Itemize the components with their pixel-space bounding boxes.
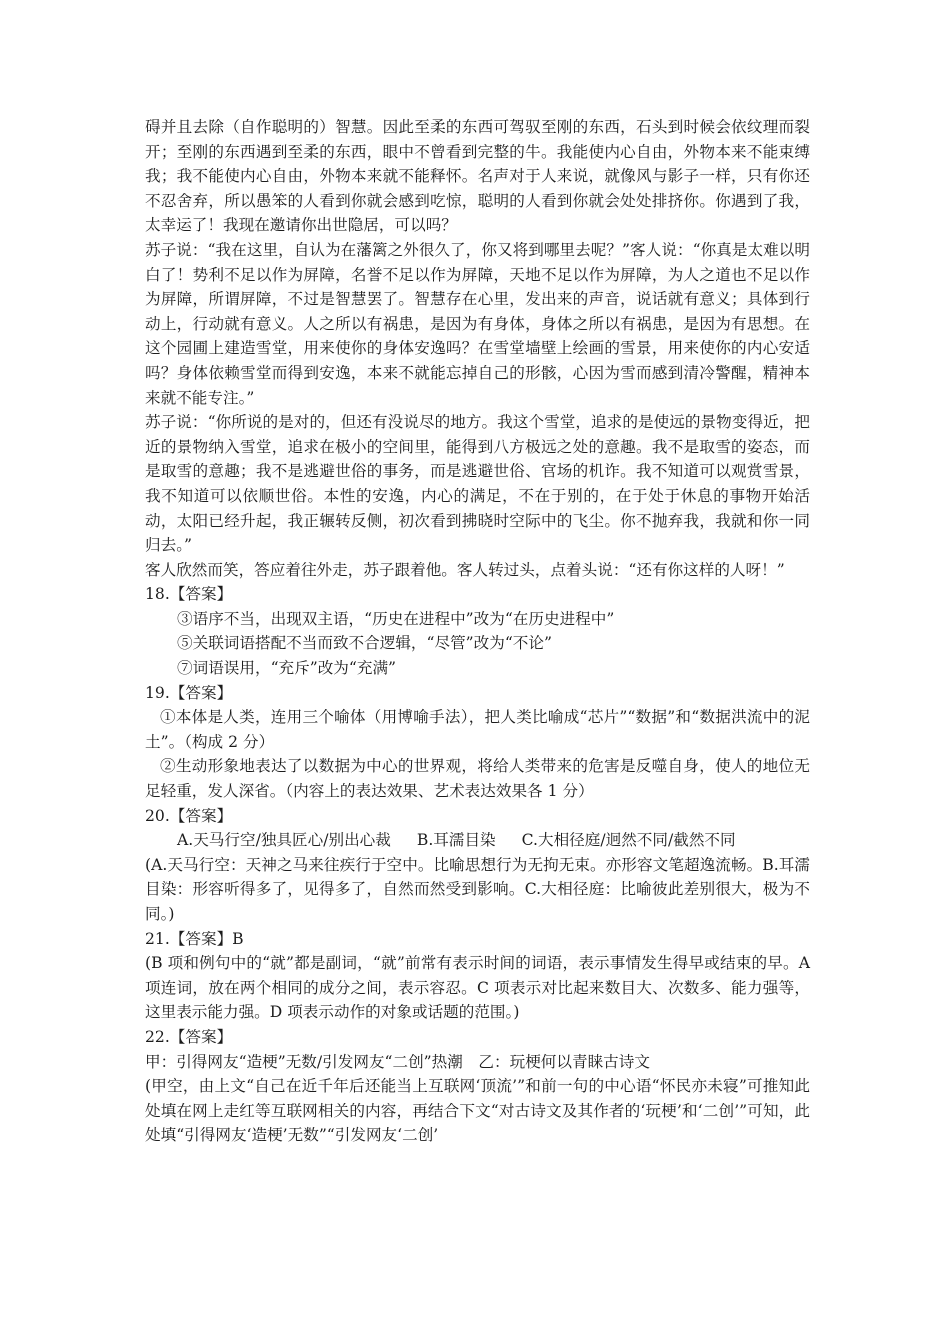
- q20-option-a: A.天马行空/独具匠心/别出心裁: [177, 831, 391, 850]
- document-page: [145, 115, 810, 1148]
- q21-explanation: (B 项和例句中的“就”都是副词，“就”前常有表示时间的词语，表示事情发生得早或结束的早。A 项连词，放在两个相同的成分之间，表示容忍。C 项表示对比起来数目大、次数多、能力强等，这里表示能力强。D 项表示动作的对象或话题的范围。): [145, 954, 810, 1022]
- q20-option-b: B.耳濡目染: [416, 831, 496, 850]
- q22-answer: 甲：引得网友“造梗”无数/引发网友“二创”热潮 乙：玩梗何以青睐古诗文: [145, 1052, 650, 1071]
- passage-paragraph-3: 苏子说：“你所说的是对的，但还有没说尽的地方。我这个雪堂，追求的是使远的景物变得近，把近的景物纳入雪堂，追求在极小的空间里，能得到八方极远之处的意趣。我不是取雪的姿态，而是取雪的意趣；我不是逃避世俗的事务，而是逃避世俗、官场的机诈。我不知道可以观赏雪景，我不知道可以依顺世俗。本性的安逸，内心的满足，不在于别的，在于处于休息的事物开始活动，太阳已经升起，我正辗转反侧，初次看到拂晓时空际中的飞尘。你不抛弃我，我就和你一同归去。”: [145, 413, 810, 555]
- q19-answer-line-2: ②生动形象地表达了以数据为中心的世界观，将给人类带来的危害是反噬自身，使人的地位无足轻重，发人深省。（内容上的表达效果、艺术表达效果各 1 分）: [145, 757, 810, 801]
- q20-explanation: (A.天马行空：天神之马来往疾行于空中。比喻思想行为无拘无束。亦形容文笔超逸流畅。B.耳濡目染：形容听得多了，见得多了，自然而然受到影响。C.大相径庭：比喻彼此差别很大，极为不同。): [145, 855, 810, 923]
- q18-answer-line-1: ③语序不当，出现双主语，“历史在进程中”改为“在历史进程中”: [177, 609, 615, 628]
- q20-option-c: C.大相径庭/迥然不同/截然不同: [521, 831, 736, 850]
- q19-heading: 19.【答案】: [145, 683, 233, 702]
- q21-heading: 21.【答案】B: [145, 929, 244, 948]
- q22-heading: 22.【答案】: [145, 1027, 233, 1046]
- q22-explanation: (甲空，由上文“自己在近千年后还能当上互联网‘顶流’”和前一句的中心语“怀民亦未寝”可推知此处填在网上走红等互联网相关的内容，再结合下文“对古诗文及其作者的‘玩梗’和‘二创’”可知，此处填“引得网友‘造梗’无数”“引发网友‘二创’: [145, 1077, 810, 1145]
- q20-options: [145, 828, 810, 853]
- passage-paragraph-4: 客人欣然而笑，答应着往外走，苏子跟着他。客人转过头，点着头说：“还有你这样的人呀！”: [145, 560, 785, 579]
- q18-heading: 18.【答案】: [145, 585, 233, 604]
- q18-answer-line-2: ⑤关联词语搭配不当而致不合逻辑，“尽管”改为“不论”: [177, 634, 552, 653]
- q18-answer-line-3: ⑦词语误用，“充斥”改为“充满”: [177, 659, 397, 678]
- passage-paragraph-1: 碍并且去除（自作聪明的）智慧。因此至柔的东西可驾驭至刚的东西，石头到时候会依纹理而裂开；至刚的东西遇到至柔的东西，眼中不曾看到完整的牛。我能使内心自由，外物本来不能束缚我；我不能使内心自由，外物本来就不能释怀。名声对于人来说，就像风与影子一样，只有你还不忍舍弃，所以愚笨的人看到你就会感到吃惊，聪明的人看到你就会处处排挤你。你遇到了我，太幸运了！我现在邀请你出世隐居，可以吗？: [145, 118, 810, 235]
- passage-paragraph-2: 苏子说：“我在这里，自认为在藩篱之外很久了，你又将到哪里去呢？”客人说：“你真是太难以明白了！势利不足以作为屏障，名誉不足以作为屏障，天地不足以作为屏障，为人之道也不足以作为屏障，所谓屏障，不过是智慧罢了。智慧存在心里，发出来的声音，说话就有意义；具体到行动上，行动就有意义。人之所以有祸患，是因为有身体，身体之所以有祸患，是因为有思想。在这个园圃上建造雪堂，用来使你的身体安逸吗？在雪堂墙壁上绘画的雪景，用来使你的内心安适吗？身体依赖雪堂而得到安逸，本来不就能忘掉自己的形骸，心因为雪而感到清冷警醒，精神本来就不能专注。”: [145, 240, 810, 407]
- q19-answer-line-1: ①本体是人类，连用三个喻体（用博喻手法），把人类比喻成“芯片”“数据”和“数据洪流中的泥土”。（构成 2 分）: [145, 708, 810, 751]
- q20-heading: 20.【答案】: [145, 806, 233, 825]
